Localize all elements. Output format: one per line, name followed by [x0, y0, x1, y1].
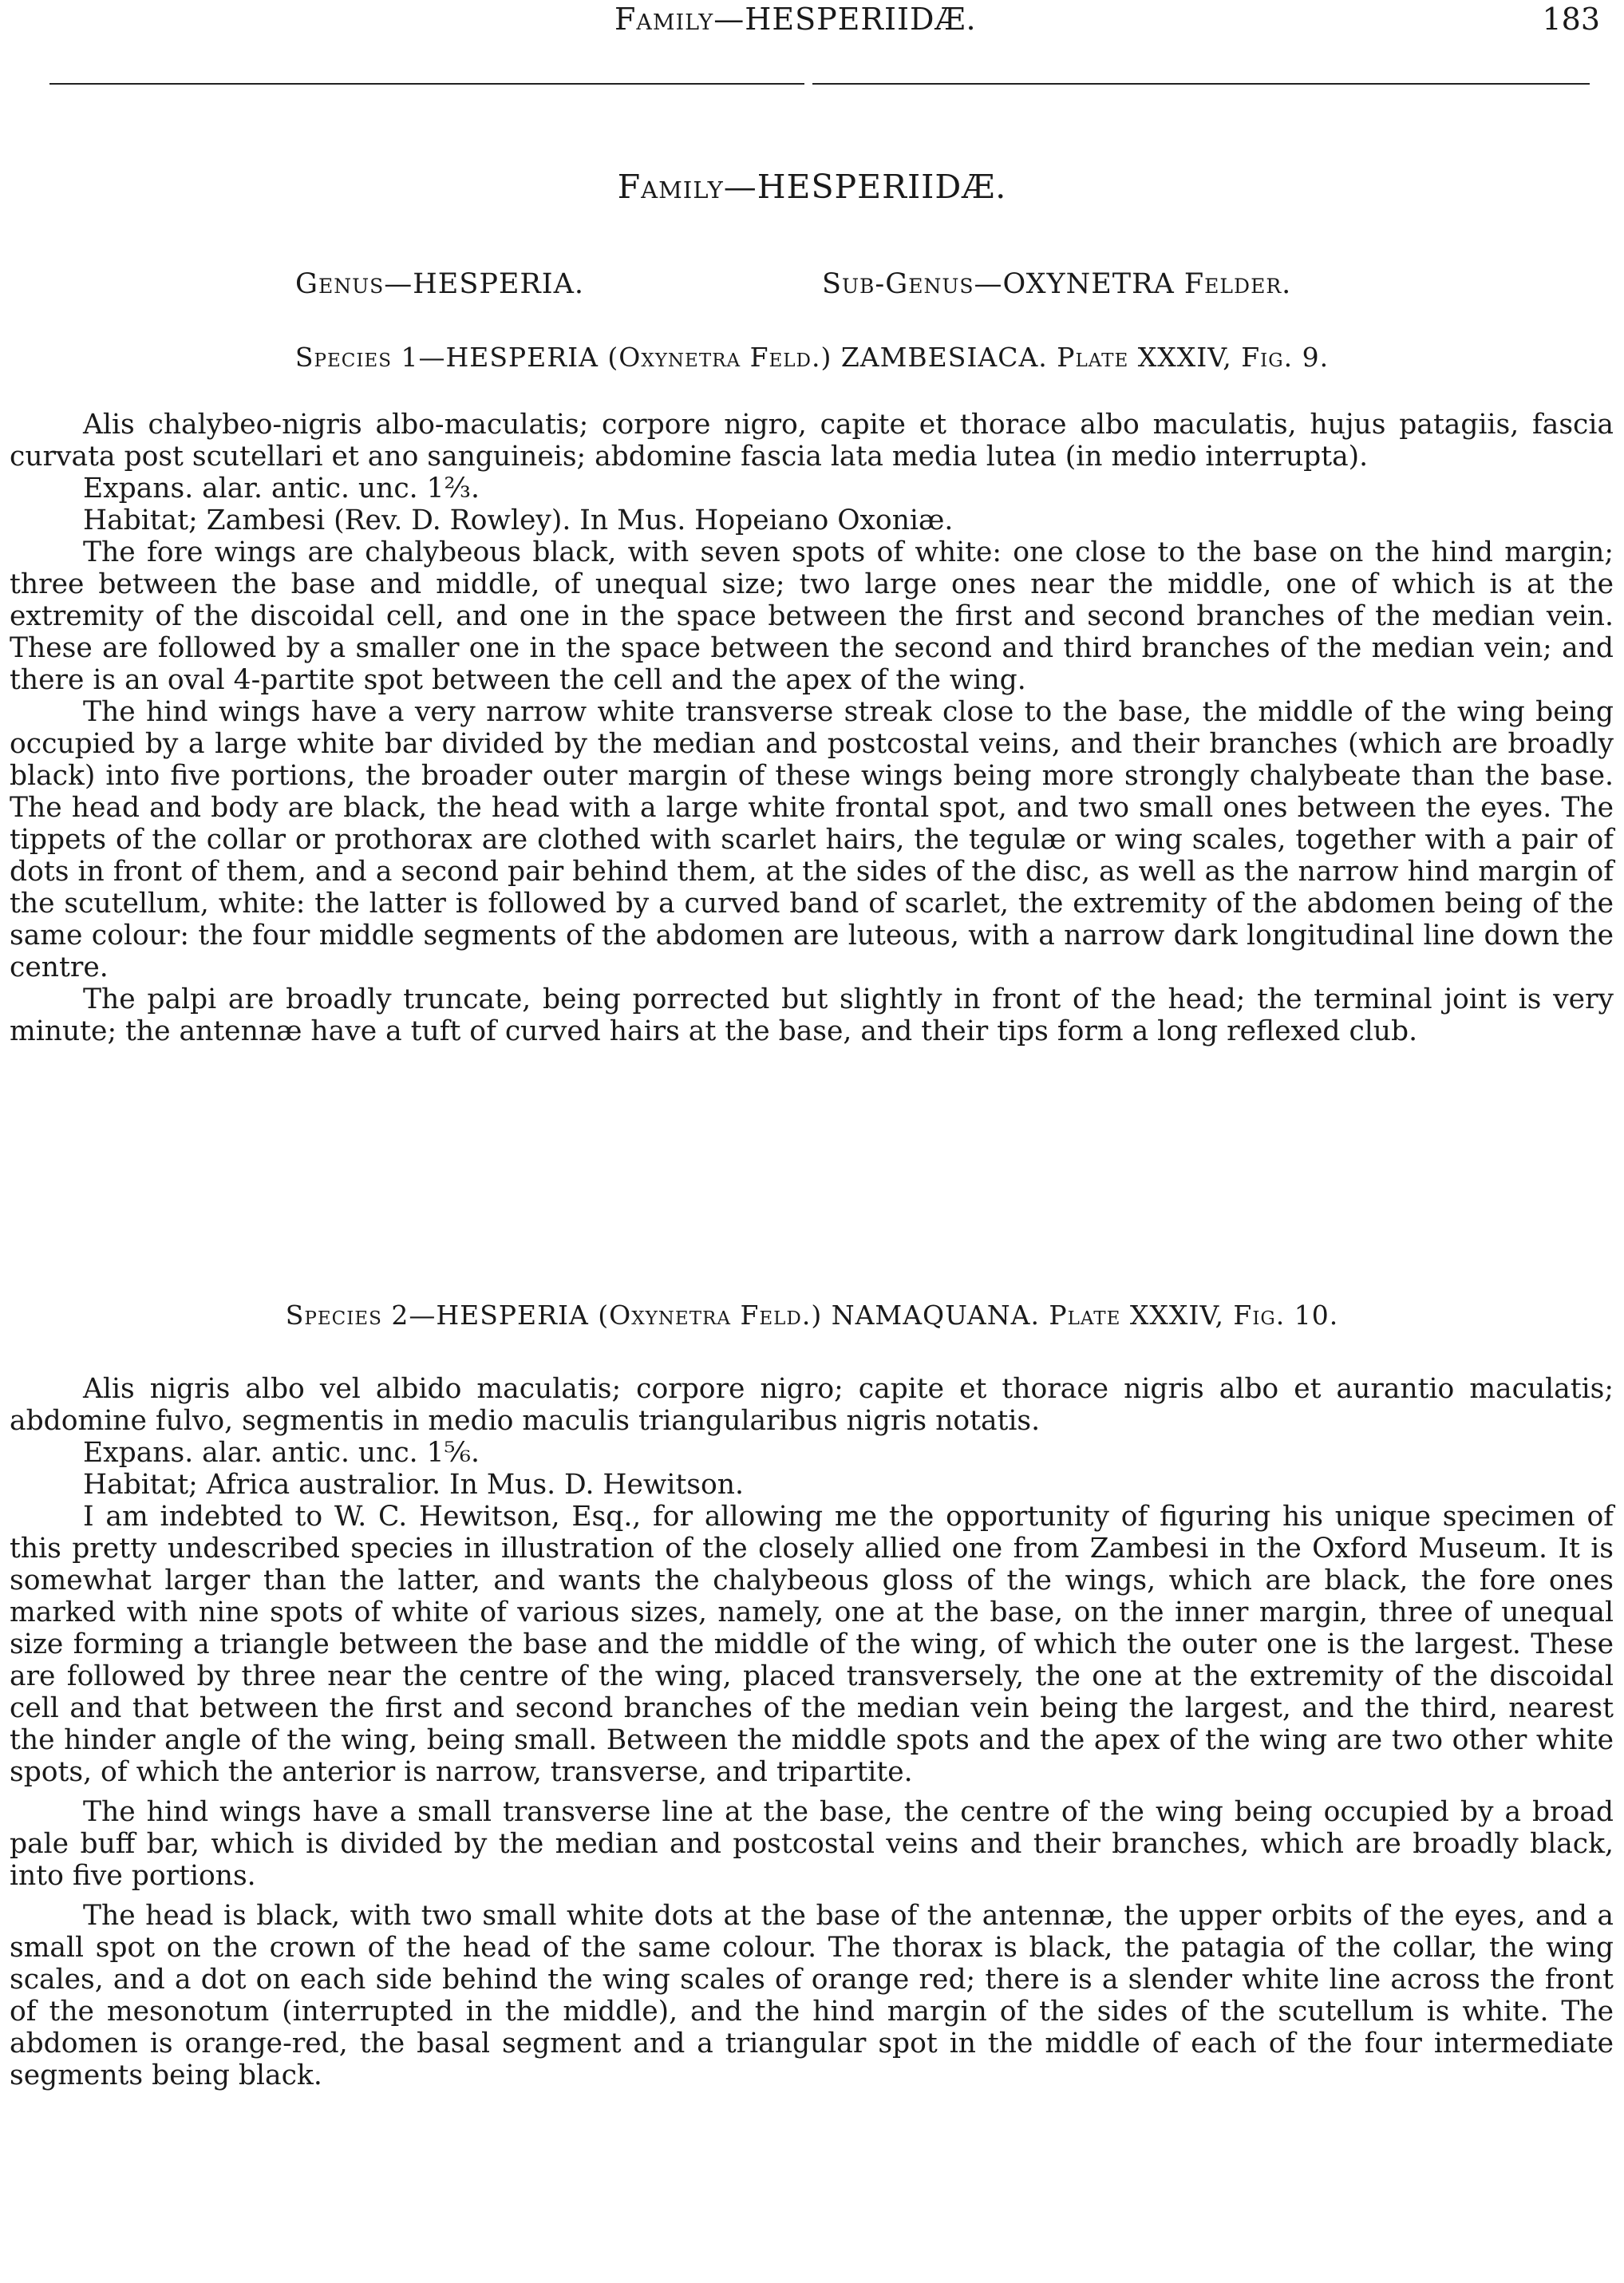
head-body-description: The head is black, with two small white dots at the base of the antennæ, the upper orbits of the eyes, and a small spot on the crown of the head of the same colour. The thorax is black, the patagia of the collar, the wing scales, and a dot on each side behind the wing scales of orange red; there is a slender white line across the front of the mesonotum (interrupted in the middle), and the hind margin of the sides of the scutellum is white. The abdomen is orange-red, the basal segment and a triangular spot in the middle of each of the four intermediate segments being black. [10, 1900, 1614, 2091]
habitat: Habitat; Zambesi (Rev. D. Rowley). In Mus. Hopeiano Oxoniæ. [83, 504, 954, 536]
header-rule-left [49, 83, 804, 85]
species-2-heading: Species 2—HESPERIA (Oxynetra Feld.) NAMAQUANA. Plate XXXIV, Fig. 10. [285, 1300, 1339, 1331]
running-head: Family—HESPERIIDÆ. [614, 2, 977, 37]
paragraph-gap [10, 1892, 1614, 1900]
species-1-text [10, 409, 1614, 1047]
page-number: 183 [1542, 2, 1600, 37]
wing-expanse: Expans. alar. antic. unc. 1⅚. [83, 1437, 480, 1469]
hind-wings-description: The hind wings have a small transverse line at the base, the centre of the wing being occupied by a broad pale buff bar, which is divided by the median and postcostal veins and their branches, which are broadly black, into five portions. [10, 1796, 1614, 1892]
latin-diagnosis: Alis chalybeo-nigris albo-maculatis; corpore nigro, capite et thorace albo maculatis, hujus patagiis, fascia curvata post scutellari et ano sanguineis; abdomine fascia lata media lutea (in medio interrupta). [10, 409, 1614, 473]
paragraph-gap [10, 1788, 1614, 1796]
genus-heading: Genus—HESPERIA. [295, 268, 585, 300]
species-1-heading: Species 1—HESPERIA (Oxynetra Feld.) ZAMBESIACA. Plate XXXIV, Fig. 9. [294, 342, 1330, 373]
latin-diagnosis: Alis nigris albo vel albido maculatis; corpore nigro; capite et thorace nigris albo et aurantio maculatis; abdomine fulvo, segmentis in medio maculis triangularibus nigris notatis. [10, 1373, 1614, 1437]
fore-wings-description: The fore wings are chalybeous black, with seven spots of white: one close to the base on the hind margin; three between the base and middle, of unequal size; two large ones near the middle, one of which is at the extremity of the discoidal cell, and one in the space between the first and second branches of the median vein. These are followed by a smaller one in the space between the second and third branches of the median vein; and there is an oval 4-partite spot between the cell and the apex of the wing. [10, 536, 1614, 696]
wing-expanse: Expans. alar. antic. unc. 1⅔. [83, 473, 480, 504]
subgenus-heading: Sub-Genus—OXYNETRA Felder. [822, 268, 1292, 300]
header-rule-right [812, 83, 1590, 85]
page-header [0, 0, 1624, 48]
family-title: Family—HESPERIIDÆ. [617, 168, 1007, 206]
hind-wings-description: The hind wings have a very narrow white transverse streak close to the base, the middle of the wing being occupied by a large white bar divided by the median and postcostal veins, and their branches (which are broadly black) into five portions, the broader outer margin of these wings being more strongly chalybeate than the base. The head and body are black, the head with a large white frontal spot, and two small ones between the eyes. The tippets of the collar or prothorax are clothed with scarlet hairs, the tegulæ or wing scales, together with a pair of dots in front of them, and a second pair behind them, at the sides of the disc, as well as the narrow hind margin of the scutellum, white: the latter is followed by a curved band of scarlet, the extremity of the abdomen being of the same colour: the four middle segments of the abdomen are luteous, with a narrow dark longitudinal line down the centre. [10, 696, 1614, 983]
species-2-text [10, 1373, 1614, 2091]
fore-wings-description: I am indebted to W. C. Hewitson, Esq., for allowing me the opportunity of figuring his unique specimen of this pretty undescribed species in illustration of the closely allied one from Zambesi in the Oxford Museum. It is somewhat larger than the latter, and wants the chalybeous gloss of the wings, which are black, the fore ones marked with nine spots of white of various sizes, namely, one at the base, on the inner margin, three of unequal size forming a triangle between the base and the middle of the wing, of which the outer one is the largest. These are followed by three near the centre of the wing, placed transversely, the one at the extremity of the discoidal cell and that between the first and second branches of the median vein being the largest, and the third, nearest the hinder angle of the wing, being small. Between the middle spots and the apex of the wing are two other white spots, of which the anterior is narrow, transverse, and tripartite. [10, 1501, 1614, 1788]
habitat: Habitat; Africa australior. In Mus. D. Hewitson. [83, 1469, 744, 1501]
palpi-description: The palpi are broadly truncate, being porrected but slightly in front of the head; the terminal joint is very minute; the antennæ have a tuft of curved hairs at the base, and their tips form a long reflexed club. [10, 983, 1614, 1047]
